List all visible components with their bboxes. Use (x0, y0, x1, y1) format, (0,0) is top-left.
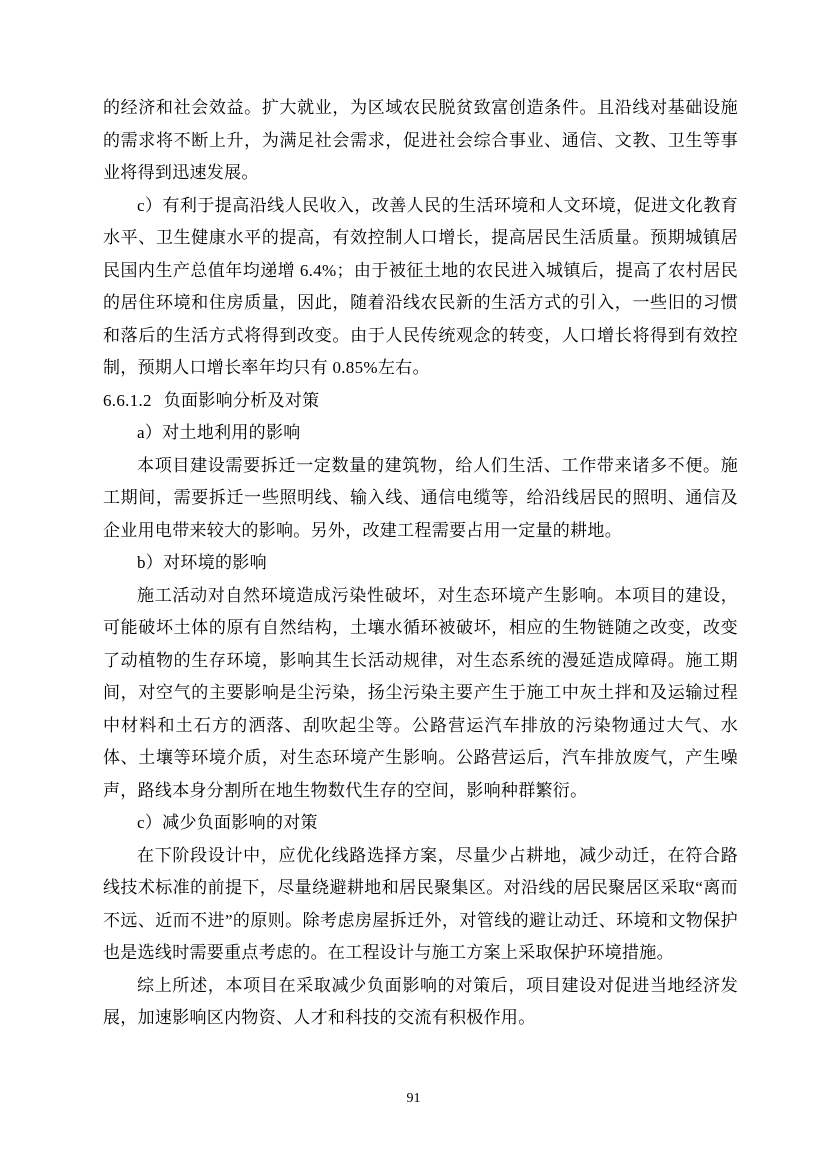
list-item-a: a）对土地利用的影响 (137, 423, 301, 442)
section-heading (103, 385, 738, 418)
body-paragraph: 本项目建设需要拆迁一定数量的建筑物，给人们生活、工作带来诸多不便。施工期间，需要拆迁一些照明线、输入线、通信电缆等，给沿线居民的照明、通信及企业用电带来较大的影响。另外，改建工程需要占用一定量的耕地。 (103, 455, 738, 540)
body-paragraph: 在下阶段设计中，应优化线路选择方案，尽量少占耕地，减少动迁，在符合路线技术标准的前提下，尽量绕避耕地和居民聚集区。对沿线的居民聚居区采取“离而不远、近而不进”的原则。除考虑房屋拆迁外，对管线的避让动迁、环境和文物保护也是选线时需要重点考虑的。在工程设计与施工方案上采取保护环境措施。 (103, 845, 738, 962)
body-paragraph: c）有利于提高沿线人民收入，改善人民的生活环境和人文环境，促进文化教育水平、卫生健康水平的提高，有效控制人口增长，提高居民生活质量。预期城镇居民国内生产总值年均递增 6.4%；由于被征土地的农民进入城镇后，提高了农村居民的居住环境和住房质量，因此，随着沿线农民新的生活方式的引入，一些旧的习惯和落后的生活方式将得到改变。由于人民传统观念的转变，人口增长将得到有效控制，预期人口增长率年均只有 0.85%左右。 (103, 195, 738, 377)
body-paragraph: 施工活动对自然环境造成污染性破坏，对生态环境产生影响。本项目的建设，可能破坏土体的原有自然结构，土壤水循环被破坏，相应的生物链随之改变，改变了动植物的生存环境，影响其生长活动规律，对生态系统的漫延造成障碍。施工期间，对空气的主要影响是尘污染，扬尘污染主要产生于施工中灰土拌和及运输过程中材料和土石方的洒落、刮吹起尘等。公路营运汽车排放的污染物通过大气、水体、土壤等环境介质，对生态环境产生影响。公路营运后，汽车排放废气，产生噪声，路线本身分割所在地生物数代生存的空间，影响种群繁衍。 (103, 585, 738, 800)
page-number: 91 (406, 1091, 421, 1106)
page-footer (0, 1089, 827, 1109)
list-item-c: c）减少负面影响的对策 (137, 813, 318, 832)
body-paragraph: 综上所述，本项目在采取减少负面影响的对策后，项目建设对促进当地经济发展，加速影响区内物资、人才和科技的交流有积极作用。 (103, 975, 738, 1027)
list-item-b: b）对环境的影响 (137, 553, 267, 572)
page-body (103, 92, 738, 1035)
body-paragraph: 的经济和社会效益。扩大就业，为区域农民脱贫致富创造条件。且沿线对基础设施的需求将不断上升，为满足社会需求，促进社会综合事业、通信、文教、卫生等事业将得到迅速发展。 (103, 98, 738, 182)
section-title: 负面影响分析及对策 (163, 390, 320, 410)
section-number: 6.6.1.2 (103, 390, 152, 410)
